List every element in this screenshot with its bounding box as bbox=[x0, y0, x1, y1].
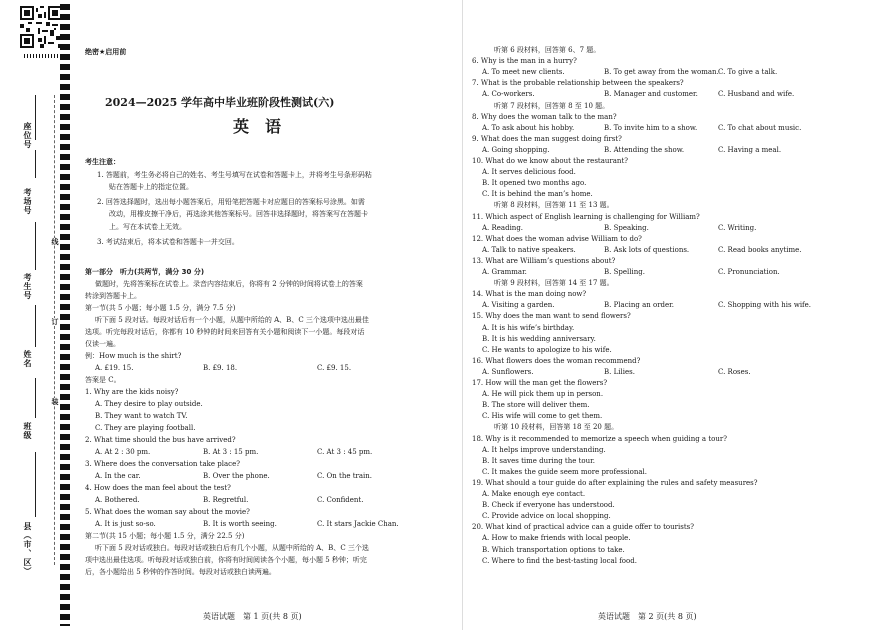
page-footer: 英语试题 第 2 页(共 8 页) bbox=[598, 612, 697, 621]
example-option: A. £19. 15. bbox=[95, 364, 134, 372]
option: B. Check if everyone has understood. bbox=[482, 501, 615, 510]
question: 11. Which aspect of English learning is challenging for William? bbox=[472, 212, 700, 221]
question: 6. Why is the man in a hurry? bbox=[472, 57, 577, 66]
question: 8. Why does the woman talk to the man? bbox=[472, 112, 617, 121]
option: B. To get away from the woman. bbox=[604, 68, 719, 77]
option: B. Manager and customer. bbox=[604, 90, 698, 99]
section1-heading: 第一节(共 5 小题；每小题 1.5 分，满分 7.5 分) bbox=[85, 304, 236, 312]
barcode-label bbox=[24, 54, 58, 58]
option: A. At 2 : 30 pm. bbox=[95, 448, 151, 456]
page-1 bbox=[85, 0, 455, 630]
page-footer: 英语试题 第 1 页(共 8 页) bbox=[203, 612, 302, 621]
part1-heading: 第一部分 听力(共两节，满分 30 分) bbox=[85, 268, 205, 276]
note-line: 2. 回答选择题时，选出每小题答案后，用铅笔把答题卡对应题目的答案标号涂黑。如需 bbox=[97, 198, 365, 206]
option: C. At 3 : 45 pm. bbox=[317, 448, 373, 456]
option: C. Roses. bbox=[718, 367, 751, 376]
option: C. They are playing football. bbox=[95, 424, 196, 432]
question: 2. What time should the bus have arrived? bbox=[85, 436, 236, 444]
option: A. Reading. bbox=[482, 223, 524, 232]
cut-line bbox=[54, 95, 55, 565]
field-line bbox=[35, 222, 36, 270]
question: 7. What is the probable relationship between the speakers? bbox=[472, 79, 684, 88]
listening-instruction: 听第 9 段材料，回答第 14 至 17 题。 bbox=[494, 279, 614, 288]
option: C. He wants to apologize to his wife. bbox=[482, 345, 612, 354]
part1-intro: 转涂到答题卡上。 bbox=[85, 292, 141, 300]
subject-title: 英 语 bbox=[233, 117, 282, 136]
option: B. Which transportation options to take. bbox=[482, 545, 625, 554]
option: C. On the train. bbox=[317, 472, 373, 480]
option: B. Ask lots of questions. bbox=[604, 245, 690, 254]
section1-intro: 听下面 5 段对话。每段对话后有一个小题，从题中所给的 A、B、C 三个选项中选出最佳 bbox=[95, 316, 369, 324]
option: B. Over the phone. bbox=[203, 472, 270, 480]
question: 10. What do we know about the restaurant? bbox=[472, 157, 629, 165]
option: C. To give a talk. bbox=[718, 68, 778, 77]
stripe-bar bbox=[60, 4, 70, 626]
option: A. Bothered. bbox=[95, 496, 140, 504]
field-line bbox=[35, 452, 36, 517]
binding-strip bbox=[0, 0, 72, 630]
option: A. It helps improve understanding. bbox=[482, 445, 606, 454]
question: 1. Why are the kids noisy? bbox=[85, 388, 179, 396]
option: B. Placing an order. bbox=[604, 301, 674, 310]
option: A. To meet new clients. bbox=[482, 68, 565, 77]
option: C. Confident. bbox=[317, 496, 364, 504]
option: B. At 3 : 15 pm. bbox=[203, 448, 259, 456]
option: C. Read books anytime. bbox=[718, 245, 802, 254]
option: C. Provide advice on local shopping. bbox=[482, 512, 611, 521]
exam-title: 2024—2025 学年高中毕业班阶段性测试(六) bbox=[105, 96, 335, 109]
question: 15. Why does the man want to send flowers? bbox=[472, 312, 631, 321]
section2-intro: 听下面 5 段对话或独白。每段对话或独白后有几个小题，从题中所给的 A、B、C 三个选 bbox=[95, 544, 369, 552]
option: C. Writing. bbox=[718, 223, 757, 232]
option: A. Going shopping. bbox=[482, 145, 550, 154]
option: A. He will pick them up in person. bbox=[482, 390, 604, 399]
listening-instruction: 听第 10 段材料，回答第 18 至 20 题。 bbox=[494, 423, 619, 432]
option: A. Make enough eye contact. bbox=[482, 490, 586, 498]
option: C. Shopping with his wife. bbox=[718, 301, 812, 310]
question: 13. What are William’s questions about? bbox=[472, 256, 616, 265]
question: 14. What is the man doing now? bbox=[472, 290, 587, 299]
question: 18. Why is it recommended to memorize a speech when guiding a tour? bbox=[472, 434, 727, 443]
option: B. Speaking. bbox=[604, 223, 649, 232]
cut-mark: 订 bbox=[51, 318, 60, 325]
option: C. His wife will come to get them. bbox=[482, 412, 603, 421]
qr-code bbox=[20, 6, 62, 48]
question: 16. What flowers does the woman recommend? bbox=[472, 356, 641, 365]
listening-instruction: 听第 7 段材料，回答第 8 至 10 题。 bbox=[494, 101, 610, 110]
section1-intro: 选项。听完每段对话后，你都有 10 秒钟的时间来回答有关小题和阅读下一小题。每段对话 bbox=[85, 328, 365, 336]
question: 4. How does the man feel about the test? bbox=[85, 484, 231, 492]
option: B. Regretful. bbox=[203, 496, 249, 504]
option: A. Visiting a garden. bbox=[482, 301, 555, 310]
example-option: C. £9. 15. bbox=[317, 364, 352, 372]
field-county: 县（市、区） bbox=[23, 522, 32, 576]
option: C. It makes the guide seem more professional. bbox=[482, 467, 648, 476]
option: C. Having a meal. bbox=[718, 145, 782, 154]
option: C. Husband and wife. bbox=[718, 90, 795, 99]
option: B. To invite him to a show. bbox=[604, 123, 698, 132]
field-line bbox=[35, 150, 36, 178]
option: A. How to make friends with local people. bbox=[482, 534, 631, 543]
option: A. It is his wife’s birthday. bbox=[482, 323, 575, 332]
option: B. It is worth seeing. bbox=[203, 520, 277, 528]
question: 9. What does the man suggest doing first? bbox=[472, 134, 622, 143]
option: A. Grammar. bbox=[482, 268, 527, 276]
example-answer: 答案是 C。 bbox=[85, 376, 121, 384]
section2-intro: 后，各小题给出 5 秒钟的作答时间。每段对话或独白读两遍。 bbox=[85, 568, 276, 576]
page-2 bbox=[472, 0, 862, 630]
section2-intro: 项中选出最佳选项。听每段对话或独白前，你将有时间阅读各个小题，每小题 5 秒钟；听完 bbox=[85, 556, 367, 564]
option: A. To ask about his hobby. bbox=[482, 123, 575, 132]
field-line bbox=[35, 305, 36, 347]
option: B. Attending the show. bbox=[604, 145, 685, 154]
option: C. To chat about music. bbox=[718, 123, 802, 132]
field-class: 班级 bbox=[23, 422, 32, 440]
option: B. It saves time during the tour. bbox=[482, 456, 595, 465]
option: C. It stars Jackie Chan. bbox=[317, 520, 399, 528]
question: 3. Where does the conversation take place? bbox=[85, 460, 240, 468]
page-divider bbox=[462, 0, 463, 630]
option: A. In the car. bbox=[95, 472, 141, 480]
part1-intro: 做题时，先将答案标在试卷上。录音内容结束后，你将有 2 分钟的时间将试卷上的答案 bbox=[95, 280, 363, 288]
question: 20. What kind of practical advice can a guide offer to tourists? bbox=[472, 523, 694, 532]
question: 5. What does the woman say about the movie? bbox=[85, 508, 250, 516]
note-line: 上。写在本试卷上无效。 bbox=[109, 223, 186, 231]
cut-mark: 装 bbox=[51, 398, 60, 405]
question: 17. How will the man get the flowers? bbox=[472, 379, 608, 387]
option: B. The store will deliver them. bbox=[482, 401, 590, 410]
option: C. It is behind the man’s home. bbox=[482, 190, 593, 199]
note-line: 改动，用橡皮擦干净后，再选涂其他答案标号。回答非选择题时，将答案写在答题卡 bbox=[109, 210, 368, 218]
section2-heading: 第二节(共 15 小题；每小题 1.5 分，满分 22.5 分) bbox=[85, 532, 245, 540]
option: B. Spelling. bbox=[604, 268, 645, 276]
option: C. Pronunciation. bbox=[718, 268, 780, 276]
option: A. It serves delicious food. bbox=[482, 168, 576, 177]
option: A. It is just so-so. bbox=[95, 520, 156, 528]
example-option: B. £9. 18. bbox=[203, 364, 238, 372]
option: B. They want to watch TV. bbox=[95, 412, 188, 420]
option: A. They desire to play outside. bbox=[95, 400, 203, 408]
option: C. Where to find the best-tasting local food. bbox=[482, 556, 637, 565]
listening-instruction: 听第 8 段材料，回答第 11 至 13 题。 bbox=[494, 201, 614, 210]
option: A. Sunflowers. bbox=[482, 367, 534, 376]
cut-mark: 线 bbox=[51, 238, 60, 245]
option: B. It opened two months ago. bbox=[482, 179, 587, 188]
note-line: 1. 答题前，考生务必将自己的姓名、考生号填写在试卷和答题卡上，并将考生号条形码粘 bbox=[97, 171, 372, 179]
field-candidate: 考生号 bbox=[23, 273, 32, 300]
option: B. It is his wedding anniversary. bbox=[482, 334, 596, 343]
option: A. Talk to native speakers. bbox=[482, 245, 576, 254]
section1-intro: 仅读一遍。 bbox=[85, 340, 120, 348]
note-line: 3. 考试结束后，将本试卷和答题卡一并交回。 bbox=[97, 238, 239, 246]
field-name: 姓名 bbox=[23, 350, 32, 368]
question: 12. What does the woman advise William to do? bbox=[472, 234, 642, 243]
option: B. Lilies. bbox=[604, 367, 635, 376]
field-line bbox=[35, 378, 36, 418]
option: A. Co-workers. bbox=[482, 90, 535, 99]
notes-title: 考生注意： bbox=[85, 158, 120, 166]
field-room: 考场号 bbox=[23, 188, 32, 215]
question: 19. What should a tour guide do after explaining the rules and safety measures? bbox=[472, 478, 758, 487]
secret-label: 绝密★启用前 bbox=[85, 48, 127, 56]
field-seat: 座位号 bbox=[23, 122, 32, 149]
example-question: 例：How much is the shirt? bbox=[85, 352, 182, 360]
field-line bbox=[35, 95, 36, 140]
note-line: 贴在答题卡上的指定位置。 bbox=[109, 183, 193, 191]
listening-instruction: 听第 6 段材料，回答第 6、7 题。 bbox=[494, 46, 601, 54]
